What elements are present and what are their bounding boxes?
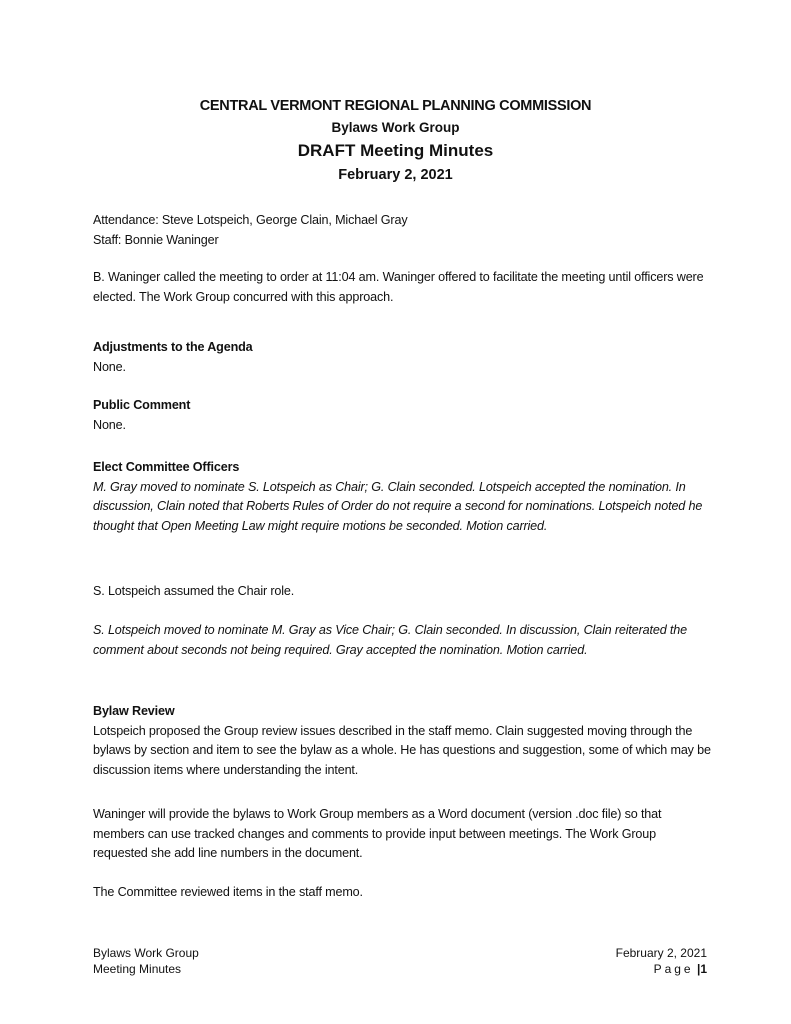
footer-right xyxy=(616,945,707,977)
elect-officers-section xyxy=(93,458,713,536)
group-name: Bylaws Work Group xyxy=(331,120,460,135)
public-comment-section xyxy=(93,396,713,435)
public-comment-text: None. xyxy=(93,417,126,432)
chair-motion-text: M. Gray moved to nominate S. Lotspeich as Chair; G. Clain seconded. Lotspeich accepted the nomination. In discussion, Clain noted that Roberts Rules of Order do not require a second for nominations. Lotspeich noted he thought that Open Meeting Law might require motions be seconded. Motion carried. xyxy=(93,479,703,533)
organization-name: CENTRAL VERMONT REGIONAL PLANNING COMMISSION xyxy=(199,98,592,114)
bylaw-review-para3: The Committee reviewed items in the staff memo. xyxy=(93,885,363,899)
adjustments-section xyxy=(93,338,713,377)
elect-officers-heading: Elect Committee Officers xyxy=(93,460,240,474)
bylaw-review-para3-block xyxy=(93,883,713,903)
call-to-order-text: B. Waninger called the meeting to order at 11:04 am. Waninger offered to facilitate the meeting until officers were elected. The Work Group concurred with this approach. xyxy=(93,270,704,304)
public-comment-heading: Public Comment xyxy=(93,398,191,412)
bylaw-review-para1: Lotspeich proposed the Group review issues described in the staff memo. Clain suggested moving through the bylaws by section and item to see the bylaw as a whole. He has questions and suggestion, some of which may be discussion items where understanding the intent. xyxy=(93,723,711,777)
attendance-block xyxy=(93,211,713,250)
chair-note-text: S. Lotspeich assumed the Chair role. xyxy=(93,584,295,598)
bylaw-review-heading: Bylaw Review xyxy=(93,704,175,718)
footer-page-indicator xyxy=(616,961,707,977)
attendance-members: Attendance: Steve Lotspeich, George Clain, Michael Gray xyxy=(93,213,408,227)
document-title: DRAFT Meeting Minutes xyxy=(297,141,494,160)
footer-date: February 2, 2021 xyxy=(615,946,707,960)
bylaw-review-section xyxy=(93,702,713,780)
chair-note-block xyxy=(93,582,713,602)
page-number: 1 xyxy=(700,962,707,976)
vice-chair-motion-text: S. Lotspeich moved to nominate M. Gray as Vice Chair; G. Clain seconded. In discussion, Clain reiterated the comment about seconds not being required. Gray accepted the nomination. Motion carried. xyxy=(93,623,687,657)
bylaw-review-para2: Waninger will provide the bylaws to Work Group members as a Word document (version .doc file) so that members can use tracked changes and comments to provide input between meetings. The Work Group requested she add line numbers in the document. xyxy=(93,807,662,860)
attendance-staff: Staff: Bonnie Waninger xyxy=(93,232,219,247)
title-block xyxy=(0,96,791,185)
page-separator: | xyxy=(696,962,701,976)
footer-doc-type: Meeting Minutes xyxy=(93,962,182,976)
meeting-date: February 2, 2021 xyxy=(338,167,453,183)
footer-group: Bylaws Work Group xyxy=(93,946,199,960)
adjustments-heading: Adjustments to the Agenda xyxy=(93,340,253,354)
bylaw-review-para2-block xyxy=(93,805,713,864)
call-to-order-block xyxy=(93,268,713,307)
footer-left xyxy=(93,945,199,977)
vice-chair-block xyxy=(93,621,713,660)
page-label: Page xyxy=(653,962,694,976)
adjustments-text: None. xyxy=(93,359,126,374)
